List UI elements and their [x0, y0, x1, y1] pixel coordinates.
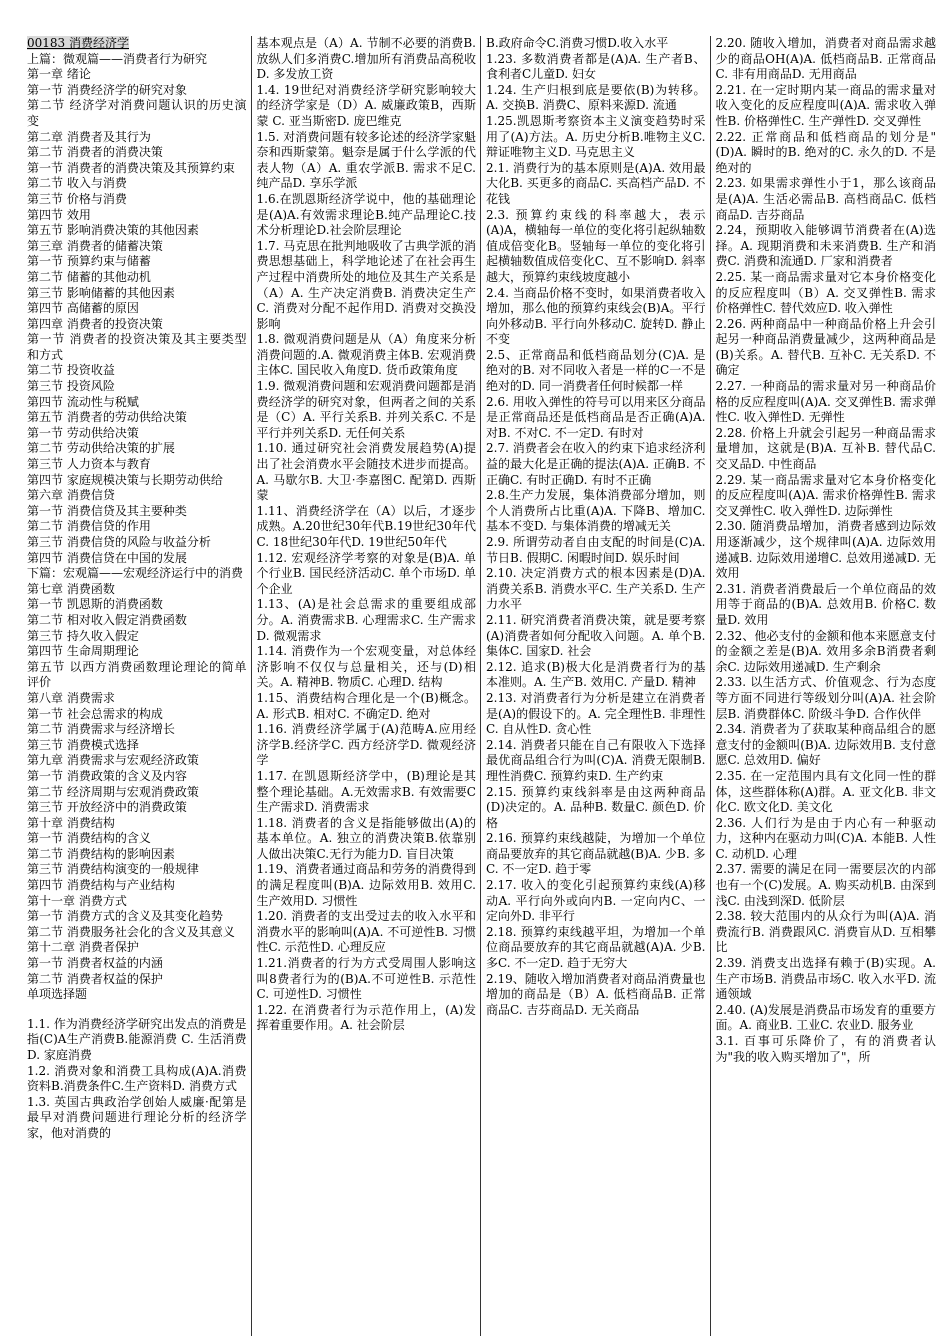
text-line: 1.23. 多数消费者都是(A)A. 生产者B、食利者C儿童D. 妇女: [486, 51, 706, 82]
text-line: 第四节 高储蓄的原因: [27, 301, 139, 316]
text-line: 2.3. 预算约束线的科率越大，表示(A)A，横轴每一单位的变化将引起纵轴数值成倍变化B。竖轴每一单位的变化将引起横轴数值成倍变化C、互不影响D. 斜率越大，预算约束线坡度越小: [486, 207, 706, 284]
text-line: 2.34. 消费者为了获取某种商品组合的愿意支付的金额叫(B)A. 边际效用B. 支付意愿C. 总效用D. 偏好: [715, 722, 936, 768]
text-line: 1.16. 消费经济学属于(A)范畴A.应用经济学B.经济学C. 西方经济学D. 微观经济学: [256, 722, 476, 768]
text-line: 第一节 消费者的投资决策及其主要类型和方式: [27, 332, 247, 362]
text-line: 第一章 绪论: [27, 67, 91, 82]
text-line: [27, 1003, 247, 1017]
text-line: 第四章 消费者的投资决策: [27, 316, 163, 331]
text-line: B.政府命令C.消费习惯D.收入水平: [486, 36, 669, 50]
text-line: 1.9. 微观消费问题和宏观消费问题都是消费经济学的研究对象，但两者之间的关系是（C）A. 平行关系B. 并列关系C. 不是平行并列关系D. 无任何关系: [256, 379, 476, 440]
text-line: 2.23. 如果需求弹性小于1，那么该商品是(A)A. 生活必需品B. 高档商品C. 低档商品D. 吉芬商品: [715, 176, 936, 222]
text-column-2: [252, 36, 482, 1336]
text-line: 2.25. 某一商品需求量对它本身价格变化的反应程度叫（B）A. 交叉弹性B. 需求价格弹性C. 替代效应D. 收入弹性: [715, 269, 936, 316]
text-line: 第五节 影响消费决策的其他因素: [27, 223, 199, 238]
text-line: 1.14. 消费作为一个宏观变量，对总体经济影响不仅仅与总量相关，还与(D)相关。A. 精神B. 物质C. 心理D. 结构: [256, 644, 476, 690]
text-line: 1.10. 通过研究社会消费发展趋势(A)提出了社会消费水平会随技术进步而提高。A. 马歇尔B. 大卫·李嘉图C. 配第D. 西斯蒙: [256, 441, 476, 503]
text-line: 下篇：宏观篇——宏观经济运行中的消费: [27, 566, 244, 581]
text-line: 2.29. 某一商品需求量对它本身价格变化的反应程度叫(A)A. 需求价格弹性B. 需求交叉弹性C. 收入弹性D. 边际弹性: [715, 472, 936, 518]
text-line: 第三节 开放经济中的消费政策: [27, 800, 187, 815]
text-line: 第二节 收入与消费: [27, 176, 127, 191]
text-line: 第二节 消费需求与经济增长: [27, 722, 175, 737]
text-line: 第六章 消费信贷: [27, 488, 115, 503]
text-line: 第四节 消费结构与产业结构: [27, 878, 175, 893]
text-line: 第八章 消费需求: [27, 690, 115, 705]
text-line: 第一节 消费信贷及其主要种类: [27, 503, 187, 518]
text-line: 1.11、消费经济学在（A）以后，才逐步成熟。A.20世纪30年代B.19世纪30年代C. 18世纪30年代D. 19世纪50年代: [256, 503, 476, 549]
text-line: 1.15、消费结构合理化是一个(B)概念。A. 形式B. 相对C. 不确定D. 绝对: [256, 690, 476, 721]
text-line: 第一节 消费者权益的内涵: [27, 956, 163, 971]
text-line: 1.1. 作为消费经济学研究出发点的消费是指(C)A生产消费B.能源消费 C. 生活消费 D. 家庭消费: [27, 1016, 247, 1062]
text-line: 2.7. 消费者会在收入的约束下追求经济利益的最大化是正确的提法(A)A. 正确B. 不正确C. 有时正确D. 有时不正确: [486, 441, 706, 487]
text-line: 1.6.在凯恩斯经济学说中，他的基础理论是(A)A.有效需求理论B.纯产品理论C.技术分析理论D.社会阶层理论: [256, 191, 476, 238]
text-line: 上篇：微观篇——消费者行为研究: [27, 51, 208, 66]
text-line: 第十一章 消费方式: [27, 893, 127, 908]
text-line: 第二节 消费者的消费决策: [27, 145, 163, 160]
text-line: 第三节 消费信贷的风险与收益分析: [27, 535, 211, 549]
text-line: 2.17. 收入的变化引起预算约束线(A)移动A. 平行向外或向内B. 一定向内C、一定向外D. 非平行: [486, 878, 706, 924]
text-line: 第二节 消费者权益的保护: [27, 971, 163, 986]
text-line: 2.33. 以生活方式、价值观念、行为态度等方面不同进行等级划分叫(A)A. 社会阶层B. 消费群体C. 阶级斗争D. 合作伙伴: [715, 675, 936, 721]
text-line: 2.9. 所谓劳动者自由支配的时间是(C)A. 节日B. 假期C. 闲暇时间D. 娱乐时间: [486, 535, 706, 565]
text-line: 第一节 消费结构的含义: [27, 831, 151, 846]
text-line: 2.21. 在一定时期内某一商品的需求量对收入变化的反应程度叫(A)A. 需求收入弹性B. 价格弹性C. 生产弹性D. 交叉弹性: [715, 82, 936, 128]
document-page: [22, 36, 940, 1336]
text-line: 2.13. 对消费者行为分析是建立在消费者是(A)的假设下的。A. 完全理性B. 非理性C. 自从性D. 贪心性: [486, 690, 706, 737]
text-line: 第九章 消费需求与宏观经济政策: [27, 753, 199, 768]
text-column-3: [481, 36, 711, 1336]
text-line: 2.38. 较大范围内的从众行为叫(A)A. 消费流行B. 消费跟风C. 消费盲从D. 互相攀比: [715, 909, 936, 955]
text-column-4: [711, 36, 941, 1336]
text-line: 2.24，预期收入能够调节消费者在(A)选择。A. 现期消费和未来消费B. 生产和消费C. 消费和流通D. 厂家和消费者: [715, 223, 936, 269]
text-line: 2.40. (A)发展是消费品市场发育的重要方面。A. 商业B. 工业C. 农业D. 服务业: [715, 1002, 936, 1033]
text-line: 1.20. 消费者的支出受过去的收入水平和消费水平的影响叫(A)A. 不可逆性B. 习惯性C. 示范性D. 心理反应: [256, 909, 476, 955]
text-line: 第三节 影响储蓄的其他因素: [27, 285, 175, 300]
text-line: 2.16. 预算约束线越陡，为增加一个单位商品要放弃的其它商品就越(B)A. 少B. 多C. 不一定D. 趋于零: [486, 831, 706, 877]
text-line: 2.15. 预算约束线斜率是由这两种商品(D)决定的。A. 品种B. 数量C. 颜色D. 价格: [486, 784, 706, 830]
text-line: 2.5、正常商品和低档商品划分(C)A. 是绝对的B. 对不同收入者是一样的C一不是绝对的D. 同一消费者任何时候都一样: [486, 347, 706, 394]
text-line: 第三章 消费者的储蓄决策: [27, 238, 163, 253]
text-line: 1.17. 在凯恩斯经济学中，(B)理论是其整个理论基础。A.无效需求B. 有效需要C生产需求D. 消费需求: [256, 768, 476, 815]
text-line: 1.25.凯恩斯考察资本主义演变趋势时采用了(A)方法。A. 历史分析B.唯物主义C. 辩证唯物主义D. 马克思主义: [486, 113, 706, 160]
text-line: 2.27. 一种商品的需求量对另一种商品价格的反应程度叫(A)A. 交叉弹性B. 需求弹性C. 收入弹性D. 无弹性: [715, 379, 936, 425]
text-line: 第二节 劳动供给决策的扩展: [27, 441, 175, 456]
text-line: 2.28. 价格上升就会引起另一种商品需求量增加，这就是(B)A. 互补B. 替代品C. 交叉品D. 中性商品: [715, 425, 936, 472]
text-line: 2.20. 随收入增加，消费者对商品需求越少的商品OH(A)A. 低档商品B. 正常商品C. 非有用商品D. 无用商品: [715, 36, 936, 82]
text-line: 2.30. 随消费品增加，消费者感到边际效用逐渐减少，这个规律叫(A)A. 边际效用递减B. 边际效用递增C. 总效用递减D. 无效用: [715, 519, 936, 581]
text-line: 2.26. 两种商品中一种商品价格上升会引起另一种商品消费量减少，这两种商品是(B)关系。A. 替代B. 互补C. 无关系D. 不确定: [715, 316, 936, 378]
text-line: 第二节 经济学对消费问题认识的历史演变: [27, 98, 247, 128]
text-line: 第三节 投资风险: [27, 379, 115, 394]
text-line: 2.39. 消费支出选择有赖于(B)实现。A. 生产市场B. 消费品市场C. 收入水平D. 流通领域: [715, 956, 936, 1002]
text-line: 第三节 价格与消费: [27, 191, 127, 206]
text-line: 第二节 储蓄的其他动机: [27, 269, 151, 284]
text-line: 2.8.生产力发展，集体消费部分增加，则个人消费所占比重(A)A. 下降B、增加C. 基本不变D. 与集体消费的增减无关: [486, 488, 706, 534]
text-line: 第二节 相对收入假定消费函数: [27, 612, 187, 627]
text-column-1: [22, 36, 252, 1336]
text-line: 2.10. 决定消费方式的根本因素是(D)A. 消费关系B. 消费水平C. 生产关系D. 生产力水平: [486, 566, 706, 612]
text-line: 单项选择题: [27, 987, 88, 1002]
text-line: 2.6. 用收入弹性的符号可以用来区分商品是正常商品还是低档商品是否正确(A)A. 对B. 不对C. 不一定D. 有时对: [486, 394, 706, 440]
text-line: 1.24. 生产归根到底是要依(B)为转移。A. 交换B. 消费C、原料来源D. 流通: [486, 82, 706, 113]
text-line: 第一节 消费方式的含义及其变化趋势: [27, 909, 223, 924]
text-line: 第十章 消费结构: [27, 815, 115, 830]
text-line: 第二节 消费服务社会化的含义及其意义: [27, 924, 235, 939]
text-line: 2.37. 需要的满足在同一需要层次的内部也有一个(C)发展。A. 购买动机B. 由深到浅C. 由浅到深D. 低阶层: [715, 862, 936, 908]
text-line: 2.12. 追求(B)极大化是消费者行为的基本准则。A. 生产B. 效用C. 产量D. 精神: [486, 659, 706, 690]
text-line: 第四节 效用: [27, 207, 91, 222]
text-line: 第四节 家庭规模决策与长期劳动供给: [27, 472, 223, 487]
text-line: 1.19、消费者通过商品和劳务的消费得到的满足程度叫(B)A. 边际效用B. 效用C. 生产效用D. 习惯性: [256, 862, 476, 908]
text-line: 第二节 投资收益: [27, 363, 115, 378]
text-line: 第七章 消费函数: [27, 581, 115, 596]
text-line: 第二节 消费结构的影响因素: [27, 846, 175, 861]
text-line: 1.12. 宏观经济学考察的对象是(B)A. 单个行业B. 国民经济活动C. 单个市场D. 单个企业: [256, 550, 476, 596]
text-line: 第十二章 消费者保护: [27, 940, 139, 955]
text-line: 1.22. 在消费者行为示范作用上，(A)发挥着重要作用。A. 社会阶层: [256, 1002, 476, 1033]
text-line: 第一节 消费经济学的研究对象: [27, 82, 187, 97]
text-line: 2.1. 消费行为的基本原则是(A)A. 效用最大化B. 买更多的商品C. 买高档产品D. 不花钱: [486, 160, 706, 206]
text-line: 第一节 消费者的消费决策及其预算约束: [27, 160, 235, 175]
text-line: 第一节 预算约束与储蓄: [27, 254, 151, 269]
text-line: 第三节 持久收入假定: [27, 628, 139, 643]
text-line: 3.1. 百事可乐降价了，有的消费者认为"我的收入购买增加了"，所: [715, 1034, 936, 1064]
text-line: 2.36. 人们行为是由于内心有一种驱动力，这种内在驱动力叫(C)A. 本能B. 人性C. 动机D. 心理: [715, 815, 936, 861]
text-line: 第一节 社会总需求的构成: [27, 706, 163, 721]
text-line: 第五节 消费者的劳动供给决策: [27, 410, 187, 425]
text-line: 2.11. 研究消费者消费决策，就是要考察(A)消费者如何分配收入问题。A. 单个B. 集体C. 国家D. 社会: [486, 612, 706, 659]
text-line: 第三节 人力资本与教育: [27, 457, 151, 472]
text-line: 第四节 流动性与税赋: [27, 394, 139, 409]
text-line: 1.4. 19世纪对消费经济学研究影响较大的经济学家是（D）A. 威廉政策B，西斯蒙 C. 亚当斯密D. 庞巴维克: [256, 82, 476, 128]
text-line: 1.21.消费者的行为方式受周围人影响这叫8费者行为的(B)A.不可逆性B. 示范性C. 可逆性D. 习惯性: [256, 956, 476, 1002]
text-line: 第四节 生命周期理论: [27, 644, 139, 659]
text-line: 2.22. 正常商品和低档商品的划分是"(D)A. 瞬时的B. 绝对的C. 永久的D. 不是绝对的: [715, 129, 936, 175]
text-line: 2.18. 预算约束线越平坦，为增加一个单位商品要放弃的其它商品就越(A)A. 少B. 多C. 不一定D. 趋于无穷大: [486, 924, 706, 971]
text-line: 第二节 消费信贷的作用: [27, 519, 151, 534]
text-line: 第一节 劳动供给决策: [27, 425, 139, 440]
text-line: 第二节 经济周期与宏观消费政策: [27, 784, 199, 799]
text-line: 1.13、(A)是社会总需求的重要组成部分。A. 消费需求B. 心理需求C. 生产需求D. 微观需求: [256, 597, 476, 643]
text-line: 2.14. 消费者只能在自己有限收入下选择最优商品组合行为叫(C)A. 消费无限制B. 理性消费C. 预算约束D. 生产约束: [486, 737, 706, 783]
text-line: 1.7. 马克思在批判地吸收了古典学派的消费思想基础上，科学地论述了在社会再生产过程中消费所处的地位及其生产关系是（A）A. 生产决定消费B. 消费决定生产C. 消费对分配不起作用D. 消费对交换没影响: [256, 238, 476, 331]
text-line: 2.32、他必支付的金额和他本来愿意支付的金额之差是(B)A. 效用多余B消费者剩余C. 边际效用递减D. 生产剩余: [715, 628, 936, 674]
text-line: 基本观点是（A）A. 节制不必要的消费B.放纵人们多消费C.增加所有消费品高税收D. 多发放工资: [256, 36, 476, 82]
text-line: 2.19、随收入增加消费者对商品消费量也增加的商品是（B）A. 低档商品B. 正常商品C. 吉芬商品D. 无关商品: [486, 971, 706, 1017]
text-line: 2.4. 当商品价格不变时，如果消费者收入增加，那么他的预算约束线会(B)A。平行向外移动B. 平行向外移动C. 旋转D. 静止不变: [486, 285, 706, 347]
document-title: 00183 消费经济学: [27, 36, 129, 50]
text-line: 2.35. 在一定范围内具有文化同一性的群体，这些群体称(A)群。A. 亚文化B. 非文化C. 欧文化D. 美文化: [715, 768, 936, 815]
text-line: 第一节 消费政策的含义及内容: [27, 768, 187, 783]
text-line: 第二章 消费者及其行为: [27, 129, 151, 144]
text-line: 第一节 凯恩斯的消费函数: [27, 597, 163, 612]
text-line: 2.31. 消费者消费最后一个单位商品的效用等于商品的(B)A. 总效用B. 价格C. 数量D. 效用: [715, 581, 936, 627]
text-line: 1.3. 英国古典政治学创始人威廉·配第是最早对消费问题进行理论分析的经济学家，他对消费的: [27, 1094, 247, 1140]
text-line: 1.5. 对消费问题有较多论述的经济学家魁奈和西斯蒙第。魁奈是属于什么学派的代表人物（A）A. 重农学派B. 需求不足C. 纯产品D. 享乐学派: [256, 129, 476, 191]
text-line: 第五节 以西方消费函数理论理论的简单评价: [27, 659, 247, 690]
text-line: 第三节 消费模式选择: [27, 737, 139, 752]
text-line: 第四节 消费信贷在中国的发展: [27, 550, 187, 565]
text-line: 1.8. 微观消费问题是从（A）角度来分析消费问题的.A. 微观消费主体B. 宏观消费主体C. 国民收入角度D. 货币政策角度: [256, 332, 476, 378]
text-line: 1.18. 消费者的含义是指能够做出(A)的基本单位。A. 独立的消费决策B.依靠别人做出决策C.无行为能力D. 盲目决策: [256, 815, 476, 861]
text-line: 1.2. 消费对象和消费工具构成(A)A.消费资料B.消费条件C.生产资料D. 消费方式: [27, 1063, 247, 1094]
text-line: 第三节 消费结构演变的一般规律: [27, 862, 199, 877]
